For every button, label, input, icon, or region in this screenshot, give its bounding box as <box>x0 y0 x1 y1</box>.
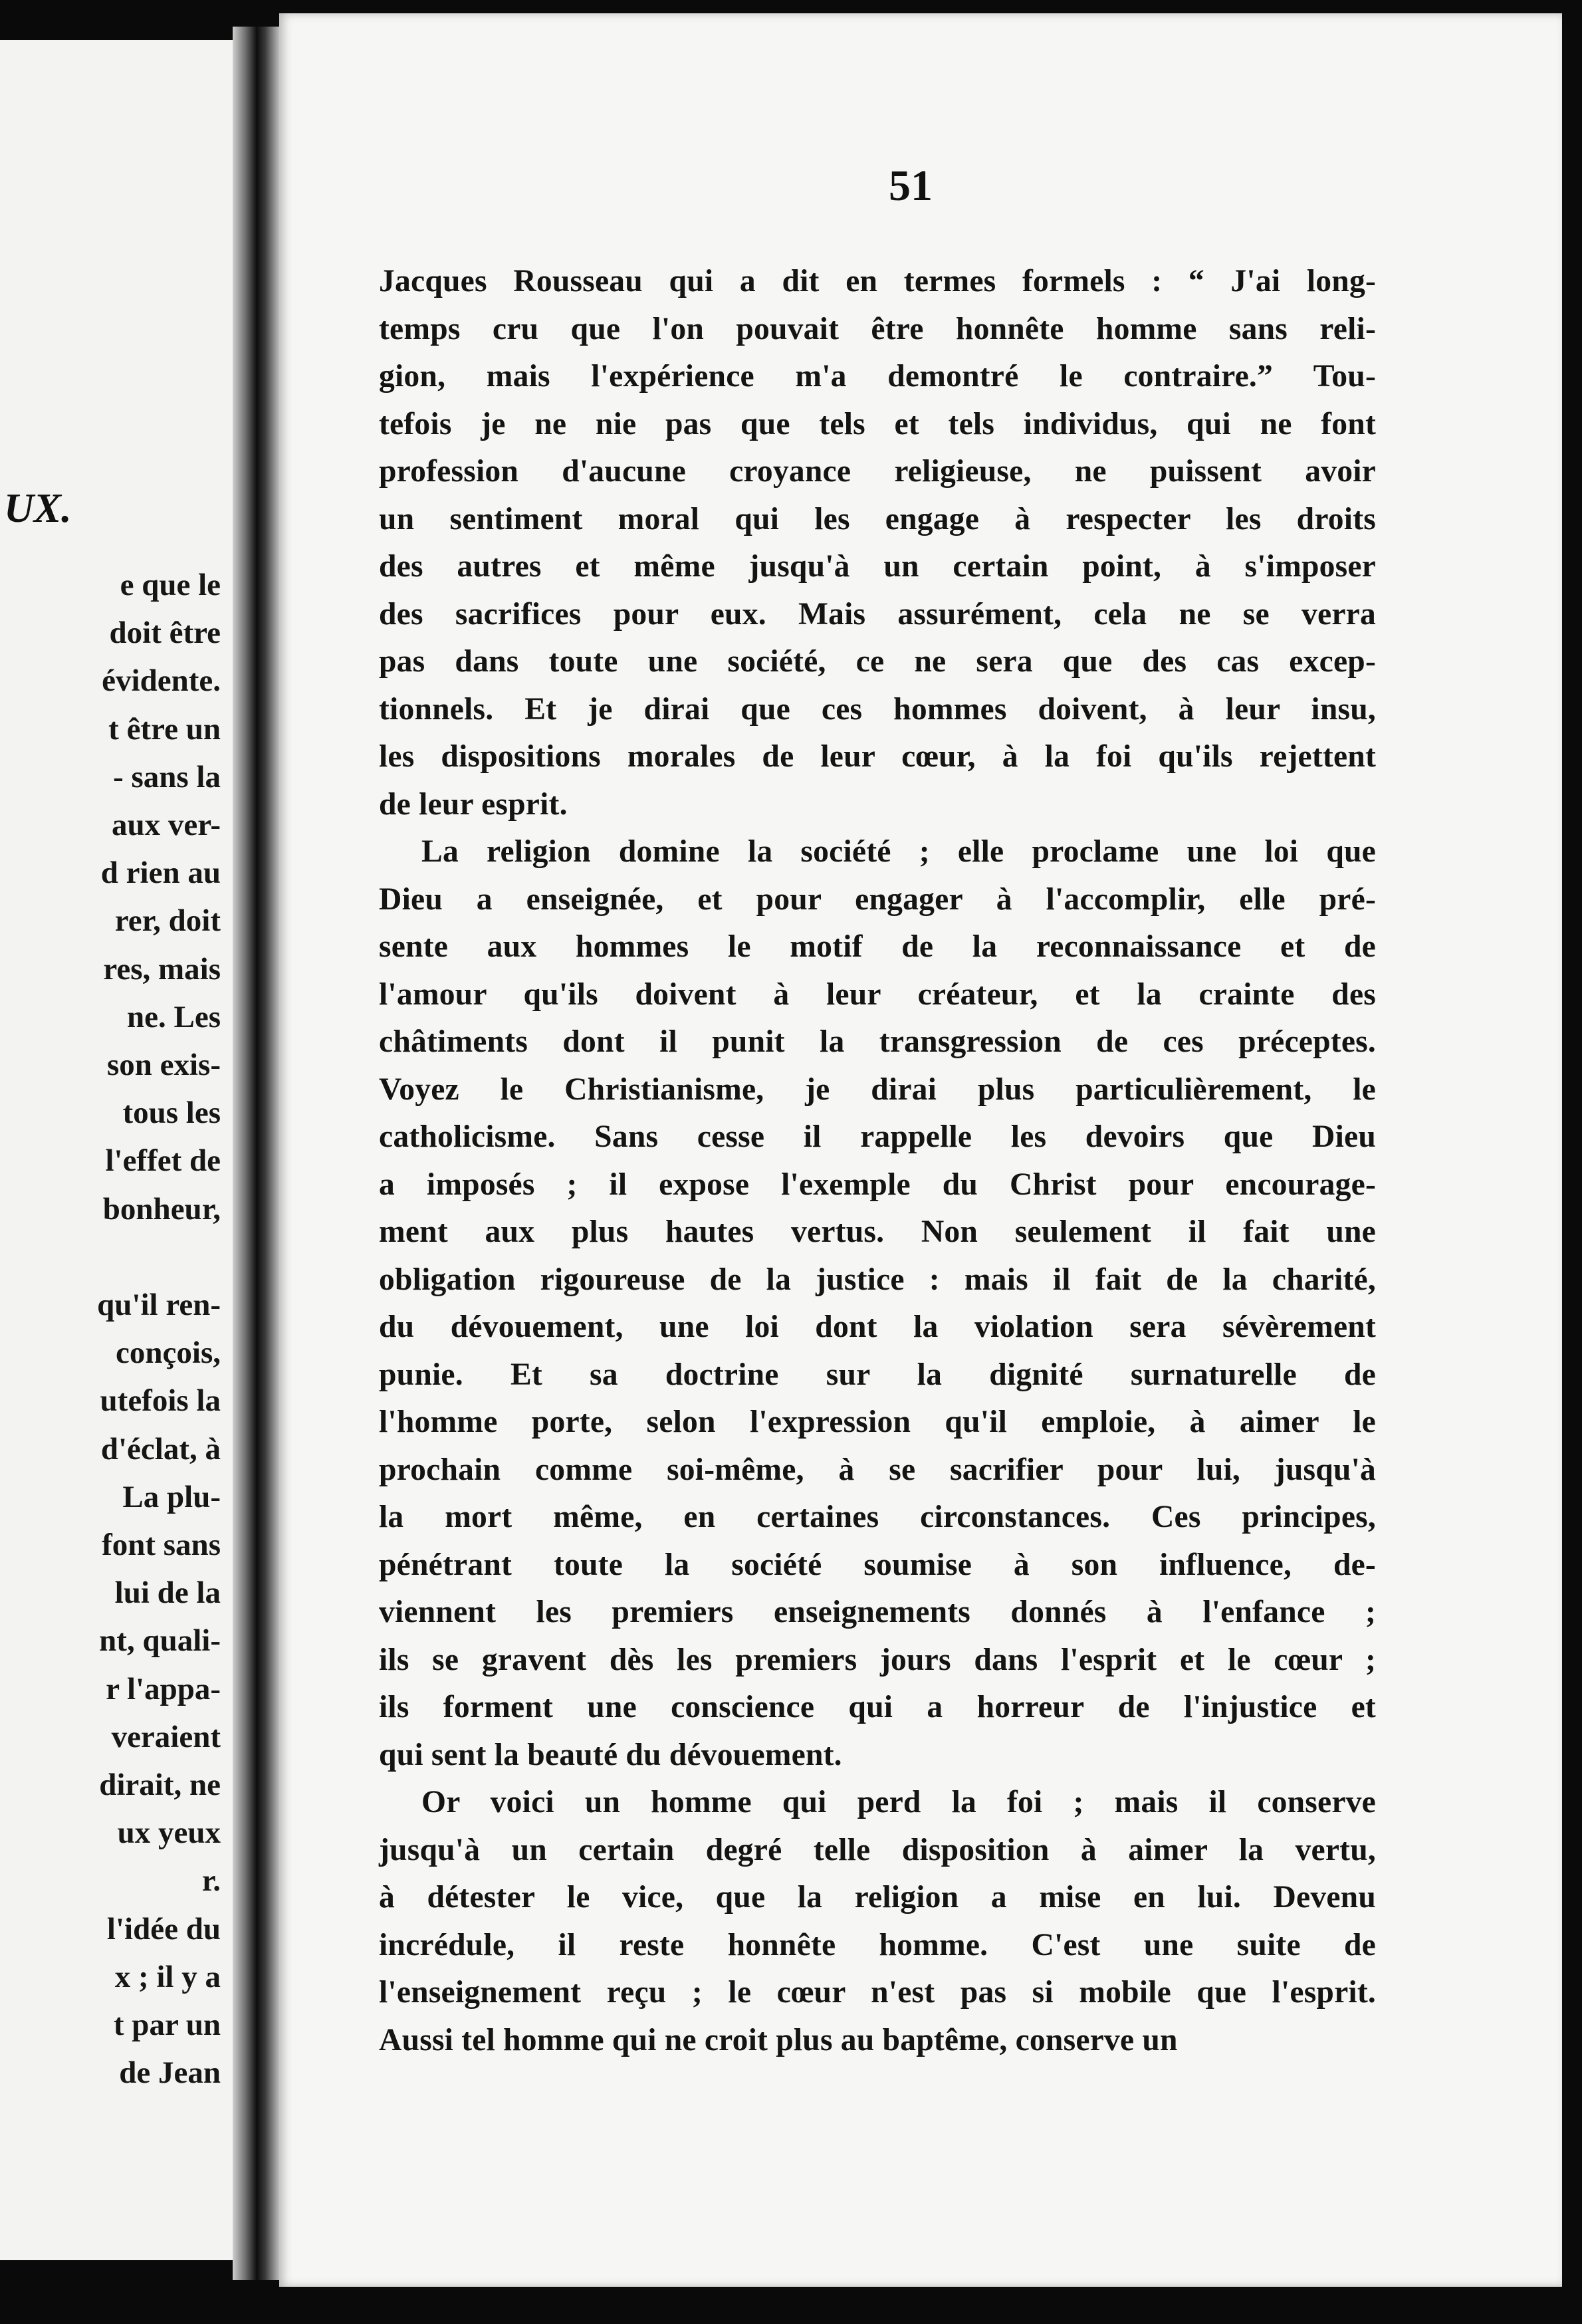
text-line: catholicisme. Sans cesse il rappelle les devoirs que Dieu <box>379 1119 1376 1154</box>
left-page-line: évidente. <box>102 663 221 699</box>
text-line: Jacques Rousseau qui a dit en termes formels : “ J'ai long- <box>379 264 1376 298</box>
text-line: Voyez le Christianisme, je dirai plus particulièrement, le <box>379 1072 1376 1107</box>
text-line: tefois je ne nie pas que tels et tels individus, qui ne font <box>379 406 1376 441</box>
text-line: temps cru que l'on pouvait être honnête homme sans reli- <box>379 311 1376 346</box>
left-page-line: d'éclat, à <box>100 1431 221 1466</box>
page-number: 51 <box>889 162 933 210</box>
text-line: Aussi tel homme qui ne croit plus au baptême, conserve un <box>379 2022 1178 2057</box>
left-page-line: res, mais <box>103 951 221 987</box>
left-page-line: d rien au <box>100 856 221 891</box>
text-line: viennent les premiers enseignements donnés à l'enfance ; <box>379 1595 1376 1629</box>
left-page-line: nt, quali- <box>99 1623 221 1659</box>
text-line: sente aux hommes le motif de la reconnaissance et de <box>379 929 1376 964</box>
right-page <box>279 13 1562 2287</box>
text-line: ils forment une conscience qui a horreur de l'injustice et <box>379 1690 1376 1724</box>
text-line: obligation rigoureuse de la justice : mais il fait de la charité, <box>379 1262 1376 1297</box>
text-line: un sentiment moral qui les engage à respecter les droits <box>379 501 1376 536</box>
left-page-line: x ; il y a <box>114 1959 221 1994</box>
text-line: à détester le vice, que la religion a mise en lui. Devenu <box>379 1880 1376 1915</box>
text-line: qui sent la beauté du dévouement. <box>379 1737 842 1772</box>
left-page-line: r l'appa- <box>106 1671 221 1706</box>
left-facing-page <box>0 40 233 2260</box>
paragraph <box>379 258 1376 828</box>
left-page-line: l'effet de <box>105 1143 221 1179</box>
text-line: prochain comme soi-même, à se sacrifier pour lui, jusqu'à <box>379 1452 1376 1487</box>
left-page-line: r. <box>201 1863 221 1899</box>
text-line: pas dans toute une société, ce ne sera que des cas excep- <box>379 644 1376 679</box>
paragraph <box>379 1779 1376 2064</box>
text-line: des sacrifices pour eux. Mais assurément, cela ne se verra <box>379 596 1376 632</box>
left-page-line: ne. Les <box>127 999 221 1034</box>
left-page-line: t être un <box>108 711 221 747</box>
text-line: tionnels. Et je dirai que ces hommes doivent, à leur insu, <box>379 691 1376 727</box>
text-line: La religion domine la société ; elle proclame une loi que <box>421 834 1376 869</box>
text-line: profession d'aucune croyance religieuse, ne puissent avoir <box>379 454 1376 489</box>
text-line: les dispositions morales de leur cœur, à la foi qu'ils rejettent <box>379 739 1376 774</box>
left-page-line: l'idée du <box>106 1911 221 1946</box>
text-line: pénétrant toute la société soumise à son influence, de- <box>379 1547 1376 1582</box>
left-page-line: bonheur, <box>102 1191 221 1226</box>
text-line: l'amour qu'ils doivent à leur créateur, et la crainte des <box>379 977 1376 1012</box>
left-page-line: ux yeux <box>117 1815 221 1851</box>
text-line: l'homme porte, selon l'expression qu'il emploie, à aimer le <box>379 1405 1376 1439</box>
left-page-line: conçois, <box>116 1336 221 1371</box>
text-line: ils se gravent dès les premiers jours dans l'esprit et le cœur ; <box>379 1642 1376 1677</box>
text-line: incrédule, il reste honnête homme. C'est une suite de <box>379 1927 1376 1962</box>
text-line: gion, mais l'expérience m'a demontré le contraire.” Tou- <box>379 359 1376 394</box>
text-line: Dieu a enseignée, et pour engager à l'accomplir, elle pré- <box>379 881 1376 917</box>
left-page-line: t par un <box>113 2008 221 2042</box>
text-line: de leur esprit. <box>379 786 568 822</box>
text-line: des autres et même jusqu'à un certain point, à s'imposer <box>379 549 1376 584</box>
left-page-line: qu'il ren- <box>97 1288 221 1322</box>
text-line: jusqu'à un certain degré telle disposition à aimer la vertu, <box>379 1832 1376 1867</box>
left-page-line: tous les <box>122 1096 221 1131</box>
text-line: la mort même, en certaines circonstances. Ces principes, <box>379 1500 1376 1534</box>
text-line: Or voici un homme qui perd la foi ; mais il conserve <box>421 1785 1376 1819</box>
left-page-line: utefois la <box>100 1383 221 1419</box>
left-page-line: dirait, ne <box>99 1768 221 1802</box>
left-page-line: e que le <box>120 568 221 602</box>
left-page-line: son exis- <box>106 1048 221 1082</box>
left-page-line: lui de la <box>114 1575 221 1611</box>
left-page-line: doit être <box>109 616 221 651</box>
left-page-line: font sans <box>102 1528 221 1562</box>
text-line: ment aux plus hautes vertus. Non seulement il fait une <box>379 1215 1376 1249</box>
left-page-line: de Jean <box>119 2055 221 2091</box>
text-line: l'enseignement reçu ; le cœur n'est pas si mobile que l'esprit. <box>379 1975 1376 2010</box>
paragraph <box>379 828 1376 1779</box>
left-page-line: veraient <box>111 1719 221 1754</box>
page-body-text <box>379 258 1376 2064</box>
left-page-line: - sans la <box>113 759 221 794</box>
book-gutter <box>233 27 279 2280</box>
left-page-line: aux ver- <box>111 808 221 842</box>
text-line: du dévouement, une loi dont la violation sera sévèrement <box>379 1310 1376 1344</box>
left-page-line: La plu- <box>122 1479 221 1514</box>
text-line: châtiments dont il punit la transgression de ces préceptes. <box>379 1024 1376 1059</box>
text-line: a imposés ; il expose l'exemple du Christ pour encourage- <box>379 1167 1376 1202</box>
text-line: punie. Et sa doctrine sur la dignité surnaturelle de <box>379 1357 1376 1392</box>
left-page-heading-fragment: UX. <box>4 486 72 531</box>
left-page-line: rer, doit <box>114 903 221 939</box>
